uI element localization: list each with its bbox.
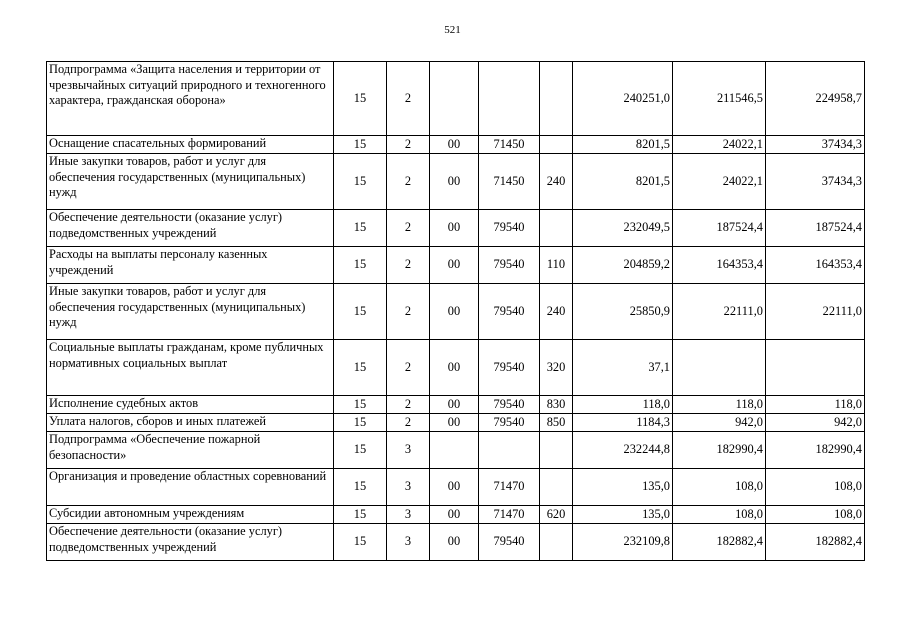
program-code: 00 [430, 210, 479, 247]
row-name: Социальные выплаты гражданам, кроме публичных нормативных социальных выплат [47, 340, 334, 396]
budget-table-body [47, 62, 865, 561]
section-code: 15 [334, 62, 387, 136]
amount-year-2 [673, 340, 766, 396]
amount-year-1: 37,1 [573, 340, 673, 396]
amount-year-1: 118,0 [573, 396, 673, 414]
expense-type-code: 320 [540, 340, 573, 396]
amount-year-1: 25850,9 [573, 284, 673, 340]
expense-type-code [540, 524, 573, 561]
table-row [47, 247, 865, 284]
expense-type-code: 110 [540, 247, 573, 284]
row-name: Исполнение судебных актов [47, 396, 334, 414]
table-row [47, 506, 865, 524]
amount-year-1: 232109,8 [573, 524, 673, 561]
amount-year-1: 135,0 [573, 469, 673, 506]
subsection-code: 3 [387, 524, 430, 561]
section-code: 15 [334, 154, 387, 210]
page-number: 521 [444, 24, 461, 36]
program-code [430, 62, 479, 136]
program-code: 00 [430, 396, 479, 414]
article-code: 79540 [479, 414, 540, 432]
program-code: 00 [430, 136, 479, 154]
amount-year-3 [766, 340, 865, 396]
amount-year-1: 204859,2 [573, 247, 673, 284]
article-code: 79540 [479, 284, 540, 340]
row-name: Обеспечение деятельности (оказание услуг) подведомственных учреждений [47, 210, 334, 247]
section-code: 15 [334, 136, 387, 154]
amount-year-2: 118,0 [673, 396, 766, 414]
section-code: 15 [334, 506, 387, 524]
amount-year-3: 22111,0 [766, 284, 865, 340]
expense-type-code [540, 136, 573, 154]
amount-year-2: 22111,0 [673, 284, 766, 340]
amount-year-3: 108,0 [766, 469, 865, 506]
table-row [47, 396, 865, 414]
expense-type-code [540, 432, 573, 469]
table-row [47, 210, 865, 247]
program-code: 00 [430, 154, 479, 210]
program-code: 00 [430, 247, 479, 284]
section-code: 15 [334, 524, 387, 561]
expense-type-code [540, 210, 573, 247]
section-code: 15 [334, 469, 387, 506]
amount-year-2: 182990,4 [673, 432, 766, 469]
amount-year-3: 187524,4 [766, 210, 865, 247]
expense-type-code [540, 469, 573, 506]
amount-year-2: 24022,1 [673, 136, 766, 154]
amount-year-2: 108,0 [673, 506, 766, 524]
table-row [47, 284, 865, 340]
program-code: 00 [430, 506, 479, 524]
subsection-code: 2 [387, 136, 430, 154]
amount-year-2: 182882,4 [673, 524, 766, 561]
table-row [47, 524, 865, 561]
expense-type-code: 240 [540, 154, 573, 210]
article-code [479, 62, 540, 136]
row-name: Иные закупки товаров, работ и услуг для обеспечения государственных (муниципальных) нужд [47, 284, 334, 340]
amount-year-1: 1184,3 [573, 414, 673, 432]
article-code [479, 432, 540, 469]
amount-year-1: 8201,5 [573, 154, 673, 210]
expense-type-code: 620 [540, 506, 573, 524]
table-row [47, 136, 865, 154]
amount-year-2: 24022,1 [673, 154, 766, 210]
subsection-code: 2 [387, 154, 430, 210]
expense-type-code [540, 62, 573, 136]
amount-year-1: 240251,0 [573, 62, 673, 136]
row-name: Субсидии автономным учреждениям [47, 506, 334, 524]
amount-year-3: 182990,4 [766, 432, 865, 469]
subsection-code: 2 [387, 340, 430, 396]
subsection-code: 2 [387, 396, 430, 414]
program-code [430, 432, 479, 469]
program-code: 00 [430, 524, 479, 561]
amount-year-3: 108,0 [766, 506, 865, 524]
table-row [47, 154, 865, 210]
article-code: 71470 [479, 469, 540, 506]
article-code: 71470 [479, 506, 540, 524]
amount-year-3: 164353,4 [766, 247, 865, 284]
amount-year-2: 164353,4 [673, 247, 766, 284]
amount-year-3: 182882,4 [766, 524, 865, 561]
row-name: Подпрограмма «Обеспечение пожарной безопасности» [47, 432, 334, 469]
amount-year-3: 118,0 [766, 396, 865, 414]
expense-type-code: 850 [540, 414, 573, 432]
program-code: 00 [430, 340, 479, 396]
article-code: 79540 [479, 247, 540, 284]
subsection-code: 2 [387, 284, 430, 340]
amount-year-3: 942,0 [766, 414, 865, 432]
table-row [47, 432, 865, 469]
budget-table [46, 61, 865, 561]
row-name: Иные закупки товаров, работ и услуг для обеспечения государственных (муниципальных) нужд [47, 154, 334, 210]
article-code: 79540 [479, 210, 540, 247]
table-row [47, 469, 865, 506]
row-name: Организация и проведение областных соревнований [47, 469, 334, 506]
section-code: 15 [334, 210, 387, 247]
row-name: Обеспечение деятельности (оказание услуг) подведомственных учреждений [47, 524, 334, 561]
amount-year-1: 135,0 [573, 506, 673, 524]
row-name: Оснащение спасательных формирований [47, 136, 334, 154]
article-code: 79540 [479, 340, 540, 396]
section-code: 15 [334, 432, 387, 469]
subsection-code: 2 [387, 247, 430, 284]
table-row [47, 340, 865, 396]
program-code: 00 [430, 414, 479, 432]
table-row [47, 414, 865, 432]
expense-type-code: 830 [540, 396, 573, 414]
subsection-code: 2 [387, 414, 430, 432]
row-name: Расходы на выплаты персоналу казенных учреждений [47, 247, 334, 284]
article-code: 71450 [479, 136, 540, 154]
amount-year-2: 187524,4 [673, 210, 766, 247]
article-code: 79540 [479, 396, 540, 414]
program-code: 00 [430, 284, 479, 340]
subsection-code: 2 [387, 210, 430, 247]
row-name: Подпрограмма «Защита населения и территории от чрезвычайных ситуаций природного и техногенного характера, гражданская оборона» [47, 62, 334, 136]
section-code: 15 [334, 284, 387, 340]
amount-year-3: 37434,3 [766, 136, 865, 154]
amount-year-1: 232244,8 [573, 432, 673, 469]
row-name: Уплата налогов, сборов и иных платежей [47, 414, 334, 432]
subsection-code: 3 [387, 506, 430, 524]
amount-year-1: 8201,5 [573, 136, 673, 154]
amount-year-2: 942,0 [673, 414, 766, 432]
section-code: 15 [334, 340, 387, 396]
section-code: 15 [334, 396, 387, 414]
amount-year-1: 232049,5 [573, 210, 673, 247]
article-code: 71450 [479, 154, 540, 210]
amount-year-2: 108,0 [673, 469, 766, 506]
amount-year-2: 211546,5 [673, 62, 766, 136]
section-code: 15 [334, 247, 387, 284]
section-code: 15 [334, 414, 387, 432]
article-code: 79540 [479, 524, 540, 561]
expense-type-code: 240 [540, 284, 573, 340]
table-row [47, 62, 865, 136]
amount-year-3: 224958,7 [766, 62, 865, 136]
subsection-code: 2 [387, 62, 430, 136]
subsection-code: 3 [387, 432, 430, 469]
program-code: 00 [430, 469, 479, 506]
subsection-code: 3 [387, 469, 430, 506]
amount-year-3: 37434,3 [766, 154, 865, 210]
